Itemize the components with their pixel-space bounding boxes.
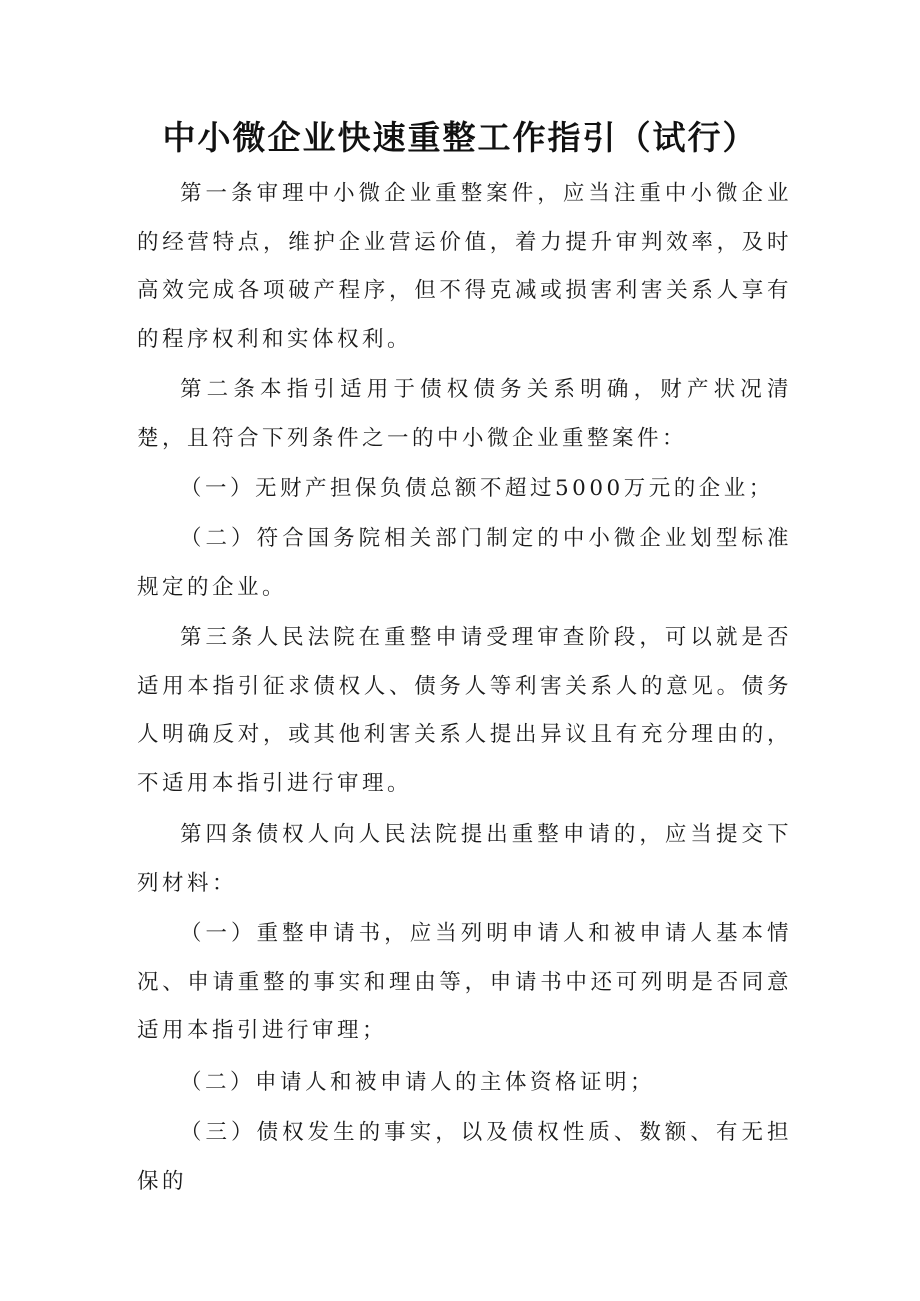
article-2-item-1: （一）无财产担保负债总额不超过5000万元的企业； xyxy=(180,476,774,501)
article-4-item-1: （一）重整申请书，应当列明申请人和被申请人基本情况、申请重整的事实和理由等，申请书中还可列明是否同意适用本指引进行审理； xyxy=(137,921,792,1043)
article-4-item-3: （三）债权发生的事实，以及债权性质、数额、有无担保的 xyxy=(137,1120,792,1194)
article-2-item-2: （二）符合国务院相关部门制定的中小微企业划型标准规定的企业。 xyxy=(137,526,792,600)
document-title: 中小微企业快速重整工作指引（试行） xyxy=(162,118,758,157)
article-1-paragraph: 第一条审理中小微企业重整案件，应当注重中小微企业的经营特点，维护企业营运价值，着力提升审判效率，及时高效完成各项破产程序，但不得克减或损害利害关系人享有的程序权利和实体权利。 xyxy=(137,181,792,352)
article-2-paragraph: 第二条本指引适用于债权债务关系明确，财产状况清楚，且符合下列条件之一的中小微企业重整案件： xyxy=(137,377,792,451)
article-3-paragraph: 第三条人民法院在重整申请受理审查阶段，可以就是否适用本指引征求债权人、债务人等利害关系人的意见。债务人明确反对，或其他利害关系人提出异议且有充分理由的，不适用本指引进行审理。 xyxy=(137,625,792,796)
article-4-item-2: （二）申请人和被申请人的主体资格证明； xyxy=(180,1070,656,1095)
article-4-paragraph: 第四条债权人向人民法院提出重整申请的，应当提交下列材料： xyxy=(137,822,792,896)
